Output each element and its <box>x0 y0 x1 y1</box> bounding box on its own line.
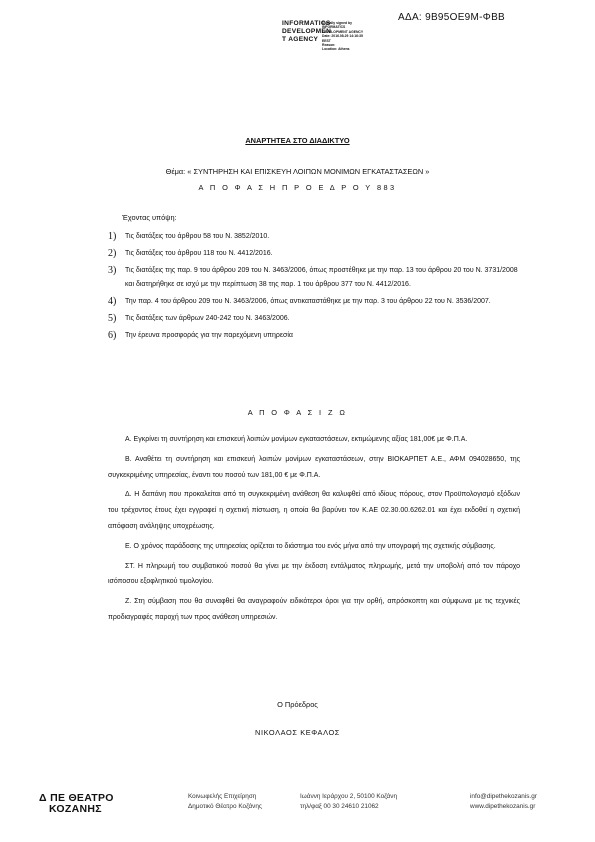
item-number: 6) <box>108 330 117 341</box>
item-number: 5) <box>108 313 117 324</box>
footer-email: info@dipethekozanis.gr <box>470 793 537 800</box>
decides-heading: Α Π Ο Φ Α Σ Ι Ζ Ω <box>247 408 348 417</box>
footer-line: Ιωάννη Ιεράρχου 2, 50100 Κοζάνη <box>300 793 398 800</box>
stamp-agency-name: INFORMATICS DEVELOPMEN T AGENCY <box>282 20 332 43</box>
item-text: Τις διατάξεις των άρθρων 240-242 του Ν. 3463/2006. <box>125 315 290 322</box>
item-number: 3) <box>108 265 117 276</box>
footer-line: Δημοτικό Θέατρο Κοζάνης <box>188 803 263 810</box>
ada-code: ΑΔΑ: 9Β95ΟΕ9Μ-ΦΒΒ <box>398 12 506 23</box>
list-item <box>108 247 520 261</box>
item-number: 1) <box>108 231 117 242</box>
list-item <box>108 230 520 244</box>
decision-paragraph: Β. Αναθέτει τη συντήρηση και επισκευή λοιπών μονίμων εγκαταστάσεων, στην ΒΙΟΚΑΡΠΕΤ Α.Ε., ΑΦΜ 094028650, της συγκεκριμένης υπηρεσίας, έναντι του ποσού των 181,00 € με Φ.Π.Α. <box>108 455 520 479</box>
stamp-line: Date: 2016.08.29 14:16:35 <box>322 34 363 39</box>
footer-line: τηλ/φαξ 00 30 24610 21062 <box>300 803 379 810</box>
footer-address <box>300 792 397 812</box>
stamp-details <box>322 21 363 52</box>
list-item <box>108 312 520 326</box>
decision-paragraph: Α. Εγκρίνει τη συντήρηση και επισκευή λοιπών μονίμων εγκαταστάσεων, εκτιμώμενης αξίας 181,00€ με Φ.Π.Α. <box>125 436 468 443</box>
document-heading: ΑΝΑΡΤΗΤΕΑ ΣΤΟ ΔΙΑΔΙΚΤΥΟ <box>245 136 350 145</box>
footer-contact <box>470 792 537 812</box>
decision-title: Α Π Ο Φ Α Σ Η Π Ρ Ο Ε Δ Ρ Ο Υ 883 <box>198 183 397 192</box>
stamp-line: INFORMATICS <box>322 25 346 30</box>
item-number: 4) <box>108 296 117 307</box>
digital-signature-stamp <box>282 20 392 60</box>
decision-paragraph: Δ. Η δαπάνη που προκαλείται από τη συγκεκριμένη ανάθεση θα καλυφθεί από ιδίους πόρους, στον Προϋπολογισμό εξόδων του τρέχοντος έτους έχει εγγραφεί η σχετική πίστωση, η οποία θα βαρύνει τον Κ.ΑΕ 02.30.00.6262.01 και έχει εκδοθεί η σχετική απόφαση ανάληψης υποχρέωσης. <box>108 491 520 530</box>
theatre-logo-line1: Δ ΠΕ ΘΕΑΤΡΟ <box>39 792 114 804</box>
decision-paragraph: Ε. Ο χρόνος παράδοσης της υπηρεσίας ορίζεται το διάστημα του ενός μήνα από την υπογραφή της σχετικής σύμβασης. <box>125 542 496 550</box>
signatory-title: Ο Πρόεδρος <box>277 700 318 709</box>
item-text: Την παρ. 4 του άρθρου 209 του Ν. 3463/2006, όπως αντικαταστάθηκε με την παρ. 3 του άρθρου 22 του Ν. 3536/2007. <box>125 298 491 305</box>
list-item <box>108 329 520 343</box>
list-item <box>108 295 520 309</box>
document-subject: Θέμα: « ΣΥΝΤΗΡΗΣΗ ΚΑΙ ΕΠΙΣΚΕΥΗ ΛΟΙΠΩΝ ΜΟΝΙΜΩΝ ΕΓΚΑΤΑΣΤΑΣΕΩΝ » <box>165 167 430 176</box>
stamp-line: Location: Athens <box>322 47 350 52</box>
stamp-line: Reason: <box>322 43 336 48</box>
item-text: Τις διατάξεις της παρ. 9 του άρθρου 209 του Ν. 3463/2006, όπως προστέθηκε με την παρ. 13 του άρθρου 20 του Ν. 3731/2008 και διατηρήθηκε σε ισχύ με την περίπτωση 38 της παρ. 1 του άρθρου 377 του Ν. 4412/2016. <box>125 267 518 288</box>
footer-org <box>188 792 262 812</box>
page-footer <box>0 790 595 820</box>
decision-paragraph: Ζ. Στη σύμβαση που θα συναφθεί θα αναγραφούν ειδικότεροι όροι για την ορθή, απρόσκοπτη και σύμφωνα με τις τεχνικές προδιαγραφές παροχή των προς ανάθεση υπηρεσιών. <box>108 598 520 621</box>
footer-line: Κοινωφελής Επιχείρηση <box>188 793 257 800</box>
theatre-logo-line2: ΚΟΖΑΝΗΣ <box>49 803 102 815</box>
decision-paragraphs <box>108 432 520 630</box>
item-number: 2) <box>108 248 117 259</box>
signatory-name: ΝΙΚΟΛΑΟΣ ΚΕΦΑΛΟΣ <box>255 728 340 737</box>
stamp-line: Digitally signed by <box>322 21 352 25</box>
considerations-intro: Έχοντας υπόψη: <box>122 213 177 222</box>
decision-paragraph: ΣΤ. Η πληρωμή του συμβατικού ποσού θα γίνει με την έκδοση εντάλματος πληρωμής, μετά την υποβολή από τον πάροχο ισόποσου εξοφλητικού τιμολογίου. <box>108 562 520 586</box>
stamp-line: DEVELOPMENT AGENCY <box>322 29 364 34</box>
list-item <box>108 264 520 292</box>
footer-website: www.dipethekozanis.gr <box>470 803 536 810</box>
item-text: Τις διατάξεις του άρθρου 58 του Ν. 3852/2010. <box>125 233 270 240</box>
stamp-line: EEST <box>322 38 331 43</box>
item-text: Την έρευνα προσφοράς για την παρεχόμενη υπηρεσία <box>125 332 293 339</box>
considerations-list <box>108 230 520 346</box>
item-text: Τις διατάξεις του άρθρου 118 του Ν. 4412/2016. <box>125 250 273 257</box>
